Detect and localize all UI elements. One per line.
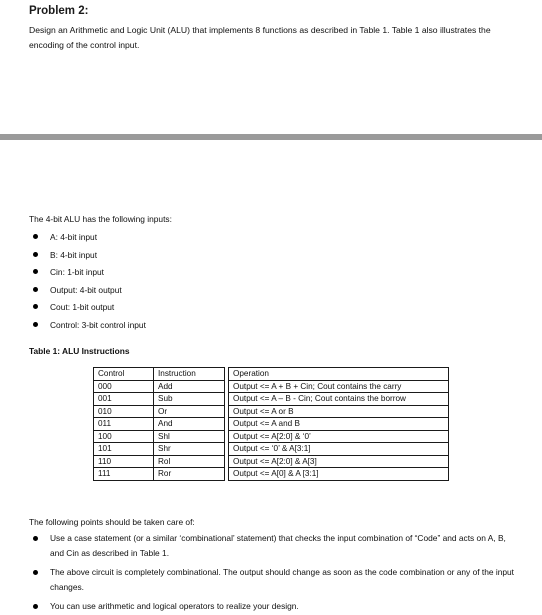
problem-title: Problem 2: bbox=[29, 5, 89, 17]
list-item bbox=[29, 565, 519, 595]
bullet-icon bbox=[33, 269, 38, 274]
inputs-heading: The 4-bit ALU has the following inputs: bbox=[29, 214, 172, 224]
input-item: Cin: 1-bit input bbox=[50, 267, 104, 277]
inputs-list bbox=[29, 230, 146, 335]
instruction-cell: Sub bbox=[154, 393, 225, 406]
header-operation: Operation bbox=[229, 368, 449, 381]
control-cell: 100 bbox=[94, 430, 154, 443]
section-divider bbox=[0, 134, 542, 140]
table-row bbox=[94, 455, 449, 468]
list-item bbox=[29, 248, 146, 266]
operation-cell: Output <= ‘0’ & A[3:1] bbox=[229, 443, 449, 456]
input-item: Cout: 1-bit output bbox=[50, 302, 115, 312]
operation-cell: Output <= A + B + Cin; Cout contains the carry bbox=[229, 380, 449, 393]
control-cell: 111 bbox=[94, 468, 154, 481]
instruction-cell: Or bbox=[154, 405, 225, 418]
table-row bbox=[94, 430, 449, 443]
instruction-cell: Ror bbox=[154, 468, 225, 481]
list-item bbox=[29, 283, 146, 301]
header-control: Control bbox=[94, 368, 154, 381]
operation-cell: Output <= A[2:0] & A[3] bbox=[229, 455, 449, 468]
instruction-cell: And bbox=[154, 418, 225, 431]
list-item bbox=[29, 230, 146, 248]
list-item bbox=[29, 599, 519, 614]
control-cell: 000 bbox=[94, 380, 154, 393]
bullet-icon bbox=[33, 570, 38, 575]
control-cell: 001 bbox=[94, 393, 154, 406]
operation-cell: Output <= A[0] & A [3:1] bbox=[229, 468, 449, 481]
operation-cell: Output <= A – B - Cin; Cout contains the borrow bbox=[229, 393, 449, 406]
header-instruction: Instruction bbox=[154, 368, 225, 381]
table-row bbox=[94, 380, 449, 393]
control-cell: 110 bbox=[94, 455, 154, 468]
control-cell: 101 bbox=[94, 443, 154, 456]
table-header-row bbox=[94, 368, 449, 381]
operation-cell: Output <= A and B bbox=[229, 418, 449, 431]
table-caption: Table 1: ALU Instructions bbox=[29, 346, 130, 356]
input-item: A: 4-bit input bbox=[50, 232, 98, 242]
table-row bbox=[94, 393, 449, 406]
table-row bbox=[94, 405, 449, 418]
list-item bbox=[29, 531, 519, 561]
instruction-cell: Shr bbox=[154, 443, 225, 456]
bullet-icon bbox=[33, 287, 38, 292]
points-list bbox=[29, 531, 519, 615]
input-item: Control: 3-bit control input bbox=[50, 319, 146, 330]
alu-instructions-table bbox=[93, 367, 449, 481]
list-item bbox=[29, 318, 146, 336]
operation-cell: Output <= A or B bbox=[229, 405, 449, 418]
instruction-cell: Shl bbox=[154, 430, 225, 443]
input-item: B: 4-bit input bbox=[50, 249, 98, 260]
bullet-icon bbox=[33, 322, 38, 327]
table-row bbox=[94, 443, 449, 456]
bullet-icon bbox=[33, 604, 38, 609]
points-heading: The following points should be taken care of: bbox=[29, 517, 195, 527]
point-text: The above circuit is completely combinational. The output should change as soon as the code combination or any of the input changes. bbox=[50, 567, 515, 592]
input-item: Output: 4-bit output bbox=[50, 284, 122, 295]
instruction-cell: Add bbox=[154, 380, 225, 393]
bullet-icon bbox=[33, 252, 38, 257]
operation-cell: Output <= A[2:0] & ‘0’ bbox=[229, 430, 449, 443]
bullet-icon bbox=[33, 234, 38, 239]
problem-intro: Design an Arithmetic and Logic Unit (ALU) that implements 8 functions as described in Table 1. Table 1 also illustrates the encoding of the control input. bbox=[29, 25, 491, 50]
list-item bbox=[29, 265, 146, 283]
control-cell: 011 bbox=[94, 418, 154, 431]
instruction-cell: Rol bbox=[154, 455, 225, 468]
list-item bbox=[29, 300, 146, 318]
bullet-icon bbox=[33, 536, 38, 541]
table-row bbox=[94, 418, 449, 431]
point-text: You can use arithmetic and logical operators to realize your design. bbox=[50, 601, 299, 611]
bullet-icon bbox=[33, 304, 38, 309]
table-row bbox=[94, 468, 449, 481]
point-text: Use a case statement (or a similar ‘combinational’ statement) that checks the input combination of “Code” and acts on A, B, and Cin as described in Table 1. bbox=[50, 533, 506, 558]
control-cell: 010 bbox=[94, 405, 154, 418]
